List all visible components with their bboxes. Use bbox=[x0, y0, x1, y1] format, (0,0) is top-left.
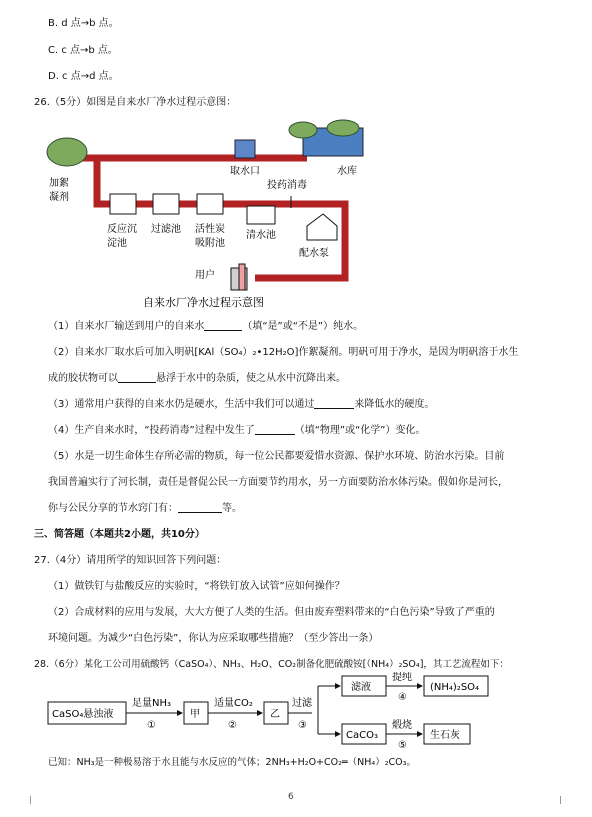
q26-4: （4）生产自来水时，“投药消毒”过程中发生了 （填“物理”或“化学”）变化。 bbox=[48, 425, 426, 436]
filtrate-text: 滤液 bbox=[351, 682, 371, 693]
q26-title: 26.（5分）如图是自来水厂净水过程示意图： bbox=[34, 97, 237, 108]
q27-2b: 环境问题。为减少“白色污染”，你认为应采取哪些措施？（至少答出一条） bbox=[48, 633, 379, 644]
coagulant-label-2: 凝剂 bbox=[49, 192, 69, 203]
q27-1: （1）做铁钉与盐酸反应的实验时，“将铁钉放入试管”应如何操作？ bbox=[48, 581, 345, 592]
q26-1: （1）自来水厂输送到用户的自来水 （填“是”或“不是”）纯水。 bbox=[48, 321, 364, 332]
intake-box bbox=[235, 140, 255, 158]
lime-text: 生石灰 bbox=[430, 730, 460, 741]
product-text: (NH₄)₂SO₄ bbox=[430, 682, 480, 693]
carbon-label-1: 活性炭 bbox=[195, 224, 225, 235]
reaction-label-1: 反应沉 bbox=[107, 224, 137, 235]
process-flow-diagram bbox=[44, 672, 564, 752]
step3-num: ③ bbox=[298, 720, 307, 731]
q26-5c: 你与公民分享的节水窍门有： 等。 bbox=[48, 503, 242, 514]
filter-label: 过滤池 bbox=[151, 224, 181, 235]
q28-title: 28.（6分）某化工公司用硫酸钙（CaSO₄）、NH₃、H₂O、CO₂制备化肥硫酸铵[（NH₄）₂SO₄]，其工艺流程如下： bbox=[34, 659, 509, 670]
clear-label: 清水池 bbox=[246, 230, 276, 241]
q26-3: （3）通常用户获得的自来水仍是硬水，生活中我们可以通过 来降低水的硬度。 bbox=[48, 399, 435, 410]
reservoir-label: 水库 bbox=[337, 166, 357, 177]
step4-text: 提纯 bbox=[392, 672, 412, 683]
crop-mark bbox=[30, 796, 39, 804]
yi-text: 乙 bbox=[270, 709, 280, 720]
step5-text: 煅烧 bbox=[392, 720, 412, 731]
section-3-title: 三、简答题（本题共2小题，共10分） bbox=[34, 529, 205, 540]
coagulant-label-1: 加絮 bbox=[49, 178, 69, 189]
step1-num: ① bbox=[147, 720, 156, 731]
diagram-caption: 自来水厂净水过程示意图 bbox=[143, 296, 264, 309]
intake-label: 取水口 bbox=[230, 166, 260, 177]
reaction-label-2: 淀池 bbox=[107, 238, 127, 249]
crop-mark bbox=[552, 796, 561, 804]
carbon-label-2: 吸附池 bbox=[195, 238, 225, 249]
page-number: 6 bbox=[288, 792, 294, 802]
pump-icon bbox=[307, 214, 337, 240]
step4-num: ④ bbox=[398, 692, 407, 703]
q26-5a: （5）水是一切生命体生存所必需的物质，每一位公民都要爱惜水资源、保护水环境、防治水污染。目前 bbox=[48, 451, 505, 462]
q28-note: 已知：NH₃是一种极易溶于水且能与水反应的气体；2NH₃+H₂O+CO₂═（NH₄）₂CO₃。 bbox=[48, 757, 416, 768]
clear-tank bbox=[247, 206, 275, 224]
filter-tank bbox=[153, 194, 179, 214]
start-text: CaSO₄悬浊液 bbox=[52, 709, 114, 720]
step2-text: 适量CO₂ bbox=[214, 698, 253, 709]
option-c: C. c 点→b 点。 bbox=[48, 45, 118, 56]
step3-text: 过滤 bbox=[292, 698, 312, 709]
option-b: B. d 点→b 点。 bbox=[48, 18, 119, 29]
q27-2a: （2）合成材料的应用与发展，大大方便了人类的生活。但由废弃塑料带来的“白色污染”导致了严重的 bbox=[48, 607, 495, 618]
step2-num: ② bbox=[228, 720, 237, 731]
q26-5b: 我国普遍实行了河长制，责任是督促公民一方面要节约用水，另一方面要防治水体污染。假如你是河长， bbox=[48, 477, 508, 488]
reaction-tank bbox=[110, 194, 136, 214]
pump-label: 配水泵 bbox=[299, 248, 329, 259]
q26-2b: 成的胶状物可以 悬浮于水中的杂质，使之从水中沉降出来。 bbox=[48, 373, 346, 384]
step5-num: ⑤ bbox=[398, 740, 407, 751]
jia-text: 甲 bbox=[190, 709, 200, 720]
water-treatment-diagram bbox=[45, 118, 375, 318]
option-d: D. c 点→d 点。 bbox=[48, 71, 119, 82]
step1-text: 足量NH₃ bbox=[132, 698, 172, 709]
tree-icon bbox=[47, 138, 87, 166]
carbon-tank bbox=[197, 194, 223, 214]
user-label: 用户 bbox=[195, 270, 215, 281]
caco3-text: CaCO₃ bbox=[346, 730, 378, 741]
q26-2a: （2）自来水厂取水后可加入明矾[KAl（SO₄）₂•12H₂O]作絮凝剂。明矾可用于净水，是因为明矾溶于水生 bbox=[48, 347, 519, 358]
dosing-label: 投药消毒 bbox=[267, 180, 307, 191]
q27-title: 27.（4分）请用所学的知识回答下列问题： bbox=[34, 555, 227, 566]
